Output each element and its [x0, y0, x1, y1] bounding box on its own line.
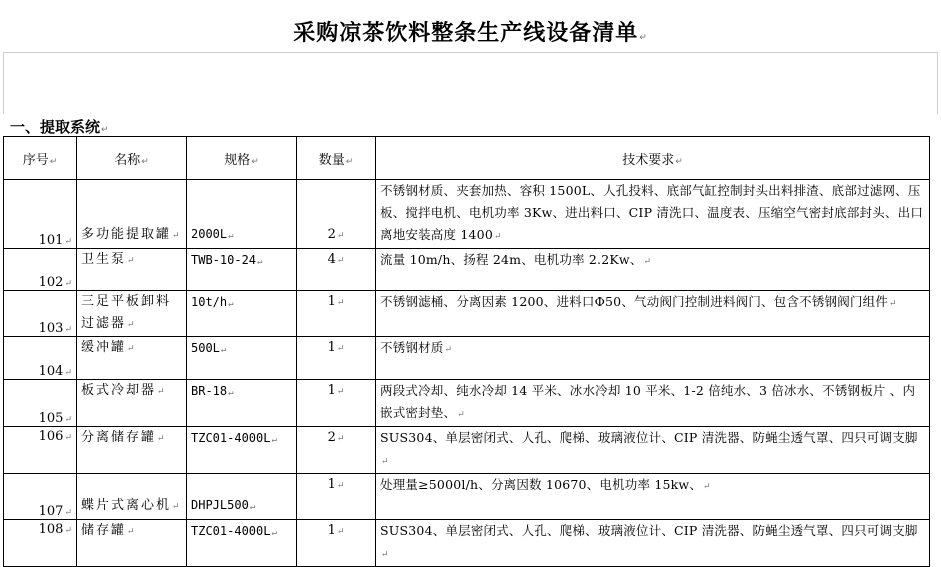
table-row: [4, 520, 930, 567]
blank-text-frame: [3, 52, 938, 114]
cell-tech: 处理量≥5000l/h、分离因数 10670、电机功率 15kw、 ↵: [376, 474, 930, 520]
cell-no: 103 ↵: [4, 291, 77, 337]
table-row: [4, 380, 930, 427]
table-row: [4, 427, 930, 474]
document-title: 采购凉茶饮料整条生产线设备清单 ↵: [0, 16, 941, 47]
cell-spec: TZC01-4000L ↵: [187, 427, 297, 474]
equipment-table: [3, 136, 930, 567]
cell-no: 106 ↵: [4, 427, 77, 474]
header-no: 序号 ↵: [4, 137, 77, 180]
table-row: [4, 291, 930, 337]
cell-spec: TWB-10-24 ↵: [187, 249, 297, 291]
cell-name: 蝶片式离心机 ↵: [77, 474, 187, 520]
table-row: [4, 249, 930, 291]
cell-no: 107 ↵: [4, 474, 77, 520]
cell-name: 分离储存罐 ↵: [77, 427, 187, 474]
table-row: [4, 337, 930, 380]
header-qty: 数量 ↵: [297, 137, 376, 180]
cell-spec: 10t/h ↵: [187, 291, 297, 337]
cell-spec: 2000L ↵: [187, 180, 297, 249]
cell-tech: 两段式冷却、纯水冷却 14 平米、冰水冷却 10 平米、1-2 倍纯水、3 倍冰水、不锈钢板片 、内嵌式密封垫、 ↵: [376, 380, 930, 427]
cell-qty: 2 ↵: [297, 180, 376, 249]
section-heading: 一、提取系统 ↵: [10, 116, 109, 137]
cell-tech: SUS304、单层密闭式、人孔、爬梯、玻璃液位计、CIP 清洗器、防蝇尘透气罩、四只可调支脚 ↵: [376, 520, 930, 567]
cell-name: 三足平板卸料过滤器 ↵: [77, 291, 187, 337]
table-row: [4, 180, 930, 249]
cell-qty: 1 ↵: [297, 291, 376, 337]
cell-spec: 500L ↵: [187, 337, 297, 380]
cell-qty: 1 ↵: [297, 474, 376, 520]
cell-name: 卫生泵 ↵: [77, 249, 187, 291]
cell-name: 储存罐 ↵: [77, 520, 187, 567]
cell-qty: 2 ↵: [297, 427, 376, 474]
cell-qty: 1 ↵: [297, 380, 376, 427]
cell-tech: 不锈钢材质 ↵: [376, 337, 930, 380]
cell-spec: DHPJL500 ↵: [187, 474, 297, 520]
header-spec: 规格 ↵: [187, 137, 297, 180]
cell-tech: 不锈钢材质、夹套加热、容积 1500L、人孔投料、底部气缸控制封头出料排渣、底部过滤网、压板、搅拌电机、电机功率 3Kw、进出料口、CIP 清洗口、温度表、压缩空气密封底部封头、出口离地安装高度 1400 ↵: [376, 180, 930, 249]
cell-qty: 1 ↵: [297, 520, 376, 567]
header-name: 名称 ↵: [77, 137, 187, 180]
cell-name: 缓冲罐 ↵: [77, 337, 187, 380]
cell-tech: SUS304、单层密闭式、人孔、爬梯、玻璃液位计、CIP 清洗器、防蝇尘透气罩、四只可调支脚 ↵: [376, 427, 930, 474]
cell-qty: 1 ↵: [297, 337, 376, 380]
cell-tech: 不锈钢滤桶、分离因素 1200、进料口Φ50、气动阀门控制进料阀门、包含不锈钢阀门组件 ↵: [376, 291, 930, 337]
cell-no: 102 ↵: [4, 249, 77, 291]
cell-spec: BR-18 ↵: [187, 380, 297, 427]
cell-qty: 4 ↵: [297, 249, 376, 291]
cell-name: 板式冷却器 ↵: [77, 380, 187, 427]
table-row: [4, 474, 930, 520]
cell-tech: 流量 10m/h、扬程 24m、电机功率 2.2Kw、 ↵: [376, 249, 930, 291]
cell-no: 105 ↵: [4, 380, 77, 427]
cell-no: 101 ↵: [4, 180, 77, 249]
cell-spec: TZC01-4000L ↵: [187, 520, 297, 567]
cell-name: 多功能提取罐 ↵: [77, 180, 187, 249]
table-header-row: [4, 137, 930, 180]
cell-no: 104 ↵: [4, 337, 77, 380]
cell-no: 108 ↵: [4, 520, 77, 567]
header-tech: 技术要求 ↵: [376, 137, 930, 180]
